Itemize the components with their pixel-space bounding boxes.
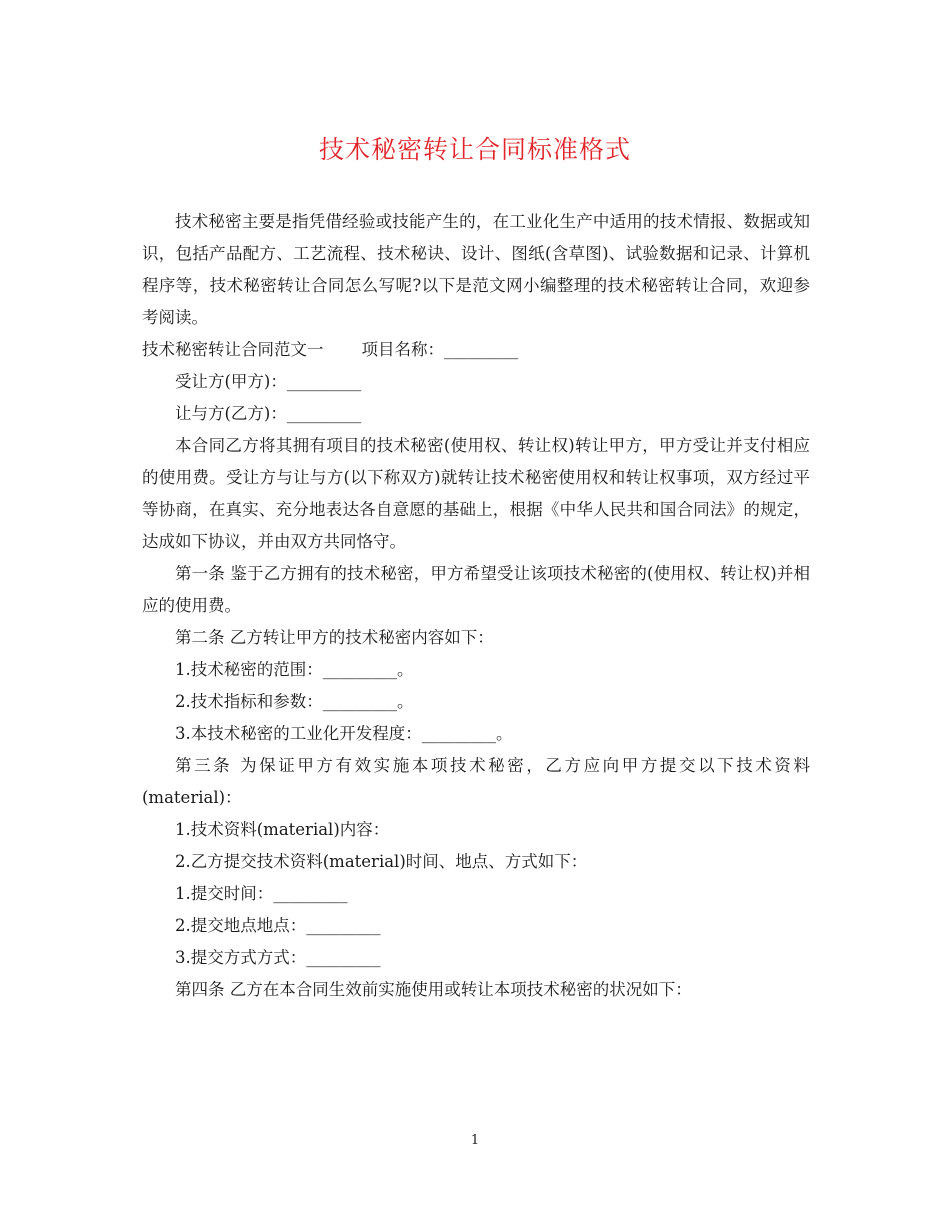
page-number: 1 [470, 1133, 480, 1148]
article-2: 第二条 乙方转让甲方的技术秘密内容如下： [175, 628, 494, 647]
document-title: 技术秘密转让合同标准格式 [318, 135, 631, 164]
article-3-item-2: 2.乙方提交技术资料(material)时间、地点、方式如下： [175, 852, 588, 871]
article-3-sub-3: 3.提交方式方式：_________ [175, 948, 381, 967]
project-name-field: 项目名称：_________ [361, 340, 519, 359]
party-b-field: 让与方(乙方)：_________ [175, 404, 362, 423]
article-3-item-1: 1.技术资料(material)内容： [175, 820, 390, 839]
article-3-sub-1: 1.提交时间：_________ [175, 884, 348, 903]
document-body [142, 206, 810, 1006]
article-3-sub-2: 2.提交地点地点：_________ [175, 916, 381, 935]
sample-heading: 技术秘密转让合同范文一 [142, 340, 324, 359]
sample-heading-line [142, 334, 810, 366]
intro-paragraph: 技术秘密主要是指凭借经验或技能产生的，在工业化生产中适用的技术情报、数据或知识，包括产品配方、工艺流程、技术秘诀、设计、图纸(含草图)、试验数据和记录、计算机程序等，技术秘密转让合同怎么写呢?以下是范文网小编整理的技术秘密转让合同，欢迎参考阅读。 [142, 212, 810, 327]
article-2-item-3: 3.本技术秘密的工业化开发程度：_________。 [175, 724, 513, 743]
article-4: 第四条 乙方在本合同生效前实施使用或转让本项技术秘密的状况如下： [175, 980, 692, 999]
article-2-item-1: 1.技术秘密的范围：_________。 [175, 660, 414, 679]
article-3: 第三条 为保证甲方有效实施本项技术秘密，乙方应向甲方提交以下技术资料(material)： [142, 756, 810, 807]
preamble-paragraph: 本合同乙方将其拥有项目的技术秘密(使用权、转让权)转让甲方，甲方受让并支付相应的使用费。受让方与让与方(以下称双方)就转让技术秘密使用权和转让权事项，双方经过平等协商，在真实、充分地表达各自意愿的基础上，根据《中华人民共和国合同法》的规定，达成如下协议，并由双方共同恪守。 [142, 436, 810, 551]
article-2-item-2: 2.技术指标和参数：_________。 [175, 692, 414, 711]
article-1: 第一条 鉴于乙方拥有的技术秘密，甲方希望受让该项技术秘密的(使用权、转让权)并相应的使用费。 [142, 564, 810, 615]
party-a-field: 受让方(甲方)：_________ [175, 372, 362, 391]
